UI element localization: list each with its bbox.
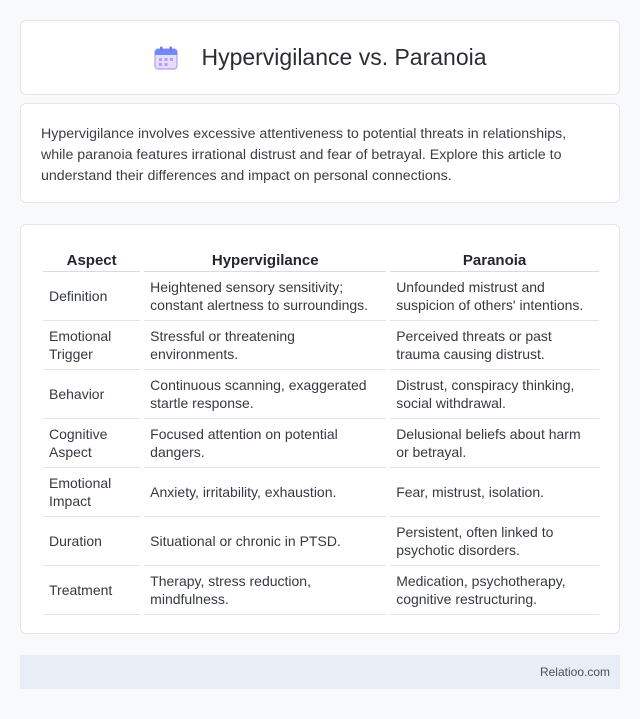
cell-paranoia: Perceived threats or past trauma causing distrust. (390, 321, 599, 370)
intro-card (20, 103, 620, 203)
cell-aspect: Treatment (43, 566, 140, 615)
table-row (43, 517, 599, 566)
table-row (43, 370, 599, 419)
cell-paranoia: Fear, mistrust, isolation. (390, 468, 599, 517)
cell-aspect: Behavior (43, 370, 140, 419)
cell-paranoia: Distrust, conspiracy thinking, social withdrawal. (390, 370, 599, 419)
cell-hypervigilance: Heightened sensory sensitivity; constant alertness to surroundings. (144, 272, 386, 321)
cell-paranoia: Persistent, often linked to psychotic disorders. (390, 517, 599, 566)
cell-hypervigilance: Anxiety, irritability, exhaustion. (144, 468, 386, 517)
cell-hypervigilance: Continuous scanning, exaggerated startle response. (144, 370, 386, 419)
page-title: Hypervigilance vs. Paranoia (201, 44, 487, 70)
header-hypervigilance: Hypervigilance (144, 245, 386, 272)
comparison-card (20, 224, 620, 634)
cell-paranoia: Unfounded mistrust and suspicion of others' intentions. (390, 272, 599, 321)
calendar-icon (153, 45, 179, 71)
table-row (43, 419, 599, 468)
header-paranoia: Paranoia (390, 245, 599, 272)
header-aspect: Aspect (43, 245, 140, 272)
cell-hypervigilance: Focused attention on potential dangers. (144, 419, 386, 468)
table-row (43, 468, 599, 517)
table-header-row (43, 245, 599, 272)
cell-hypervigilance: Therapy, stress reduction, mindfulness. (144, 566, 386, 615)
cell-aspect: Definition (43, 272, 140, 321)
table-row (43, 321, 599, 370)
cell-paranoia: Delusional beliefs about harm or betrayal. (390, 419, 599, 468)
cell-aspect: Cognitive Aspect (43, 419, 140, 468)
cell-paranoia: Medication, psychotherapy, cognitive restructuring. (390, 566, 599, 615)
cell-aspect: Emotional Trigger (43, 321, 140, 370)
table-row (43, 566, 599, 615)
comparison-table (43, 245, 599, 615)
footer-brand[interactable]: Relatioo.com (539, 665, 610, 679)
intro-paragraph: Hypervigilance involves excessive attentiveness to potential threats in relationships, while paranoia features irrational distrust and fear of betrayal. Explore this article to understand their differences and impact on personal connections. (41, 126, 567, 184)
cell-hypervigilance: Situational or chronic in PTSD. (144, 517, 386, 566)
footer (20, 655, 620, 689)
table-row (43, 272, 599, 321)
cell-aspect: Emotional Impact (43, 468, 140, 517)
cell-hypervigilance: Stressful or threatening environments. (144, 321, 386, 370)
title-card (20, 20, 620, 95)
cell-aspect: Duration (43, 517, 140, 566)
